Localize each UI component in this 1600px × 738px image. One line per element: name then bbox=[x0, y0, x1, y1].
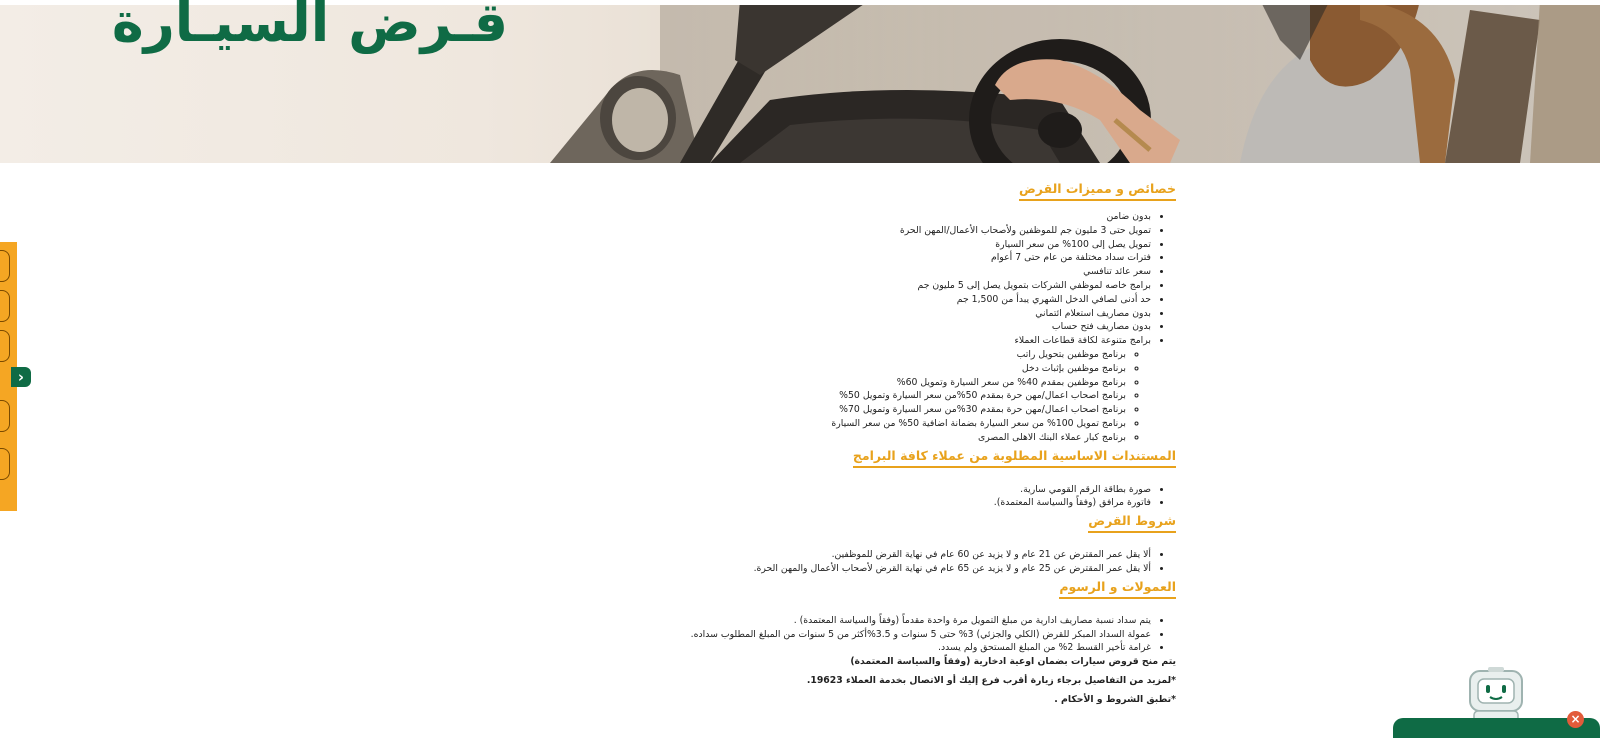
features-title: خصائص و مميزات القرض bbox=[1019, 181, 1176, 201]
list-item: • تمويل يصل إلى 100% من سعر السيارة bbox=[616, 238, 1151, 252]
sidebar-icon-2[interactable] bbox=[0, 290, 10, 322]
documents-list bbox=[616, 483, 1176, 511]
sublist-item: ◦ برنامج موظفين بتحويل راتب bbox=[616, 348, 1126, 362]
list-item: • حد أدنى لصافي الدخل الشهري يبدأ من 1,500 جم bbox=[616, 293, 1151, 307]
sidebar-icon-4[interactable] bbox=[0, 400, 10, 432]
sublist-item: ◦ برنامج موظفين بإثبات دخل bbox=[616, 362, 1126, 376]
list-item bbox=[616, 334, 1151, 444]
hero-banner bbox=[0, 0, 1600, 163]
list-item: • بدون مصاريف استعلام ائتماني bbox=[616, 307, 1151, 321]
terms-note: *تطبق الشروط و الأحكام . bbox=[1054, 694, 1176, 706]
list-item: • سعر عائد تنافسي bbox=[616, 265, 1151, 279]
list-item: • بدون مصاريف فتح حساب bbox=[616, 320, 1151, 334]
fees-list bbox=[616, 614, 1176, 655]
sidebar-toggle-chevron-right-icon[interactable]: › bbox=[11, 367, 31, 387]
sublist-item: ◦ برنامج موظفين بمقدم 40% من سعر السيارة وتمويل 60% bbox=[616, 376, 1126, 390]
list-item: • عمولة السداد المبكر للقرض (الكلي والجزئي) 3% حتى 5 سنوات و 3.5%أكثر من 5 سنوات من المبلغ المطلوب سداده. bbox=[616, 628, 1151, 642]
list-item: • تمويل حتى 3 مليون جم للموظفين ولأصحاب الأعمال/المهن الحرة bbox=[616, 224, 1151, 238]
list-item: • غرامة تأخير القسط 2% من المبلغ المستحق ولم يسدد. bbox=[616, 641, 1151, 655]
programs-sublist bbox=[616, 348, 1151, 445]
sidebar-icon-3[interactable] bbox=[0, 330, 10, 362]
sublist-item: ◦ برنامج اصحاب اعمال/مهن حرة بمقدم 50%من سعر السيارة وتمويل 50% bbox=[616, 389, 1126, 403]
list-item: • بدون ضامن bbox=[616, 210, 1151, 224]
list-item: • ألا يقل عمر المقترض عن 25 عام و لا يزيد عن 65 عام في نهاية القرض لأصحاب الأعمال والمهن الحرة. bbox=[616, 562, 1151, 576]
page-title: قـرض السيـارة bbox=[111, 0, 509, 54]
sublist-item: ◦ برنامج اصحاب اعمال/مهن حرة بمقدم 30%من سعر السيارة وتمويل 70% bbox=[616, 403, 1126, 417]
conditions-title: شروط القرض bbox=[1088, 513, 1176, 533]
conditions-list bbox=[616, 548, 1176, 576]
list-item: • يتم سداد نسبة مصاريف ادارية من مبلغ التمويل مرة واحدة مقدماً (وفقاً والسياسة المعتمدة) . bbox=[616, 614, 1151, 628]
sublist-item: ◦ برنامج تمويل 100% من سعر السيارة بضمانة اضافية 50% من سعر السيارة bbox=[616, 417, 1126, 431]
sidebar-icon-1[interactable] bbox=[0, 250, 10, 282]
fees-title: العمولات و الرسوم bbox=[1059, 579, 1176, 599]
sublist-item: ◦ برنامج كبار عملاء البنك الاهلى المصرى bbox=[616, 431, 1126, 445]
list-item-label: برامج متنوعة لكافة قطاعات العملاء bbox=[1014, 335, 1151, 347]
car-driver-photo bbox=[540, 0, 1600, 163]
list-item: • فترات سداد مختلفة من عام حتى 7 أعوام bbox=[616, 251, 1151, 265]
close-icon[interactable]: × bbox=[1567, 711, 1584, 728]
features-list bbox=[616, 210, 1176, 445]
list-item: • ألا يقل عمر المقترض عن 21 عام و لا يزيد عن 60 عام في نهاية القرض للموظفين. bbox=[616, 548, 1151, 562]
contact-note: *لمزيد من التفاصيل برجاء زيارة أقرب فرع إليك أو الاتصال بخدمة العملاء 19623. bbox=[806, 675, 1176, 687]
list-item: • فاتورة مرافق (وفقاً والسياسة المعتمدة). bbox=[616, 496, 1151, 510]
list-item: • برامج خاصه لموظفي الشركات بتمويل يصل إلى 5 مليون جم bbox=[616, 279, 1151, 293]
sidebar-icon-5[interactable] bbox=[0, 448, 10, 480]
savings-note: يتم منح قروض سيارات بضمان اوعية ادخارية (وفقاً والسياسة المعتمدة) bbox=[850, 656, 1176, 668]
loan-details bbox=[616, 178, 1176, 712]
documents-title: المستندات الاساسية المطلوبة من عملاء كافة البرامج bbox=[853, 448, 1176, 468]
list-item: • صورة بطاقة الرقم القومي سارية. bbox=[616, 483, 1151, 497]
